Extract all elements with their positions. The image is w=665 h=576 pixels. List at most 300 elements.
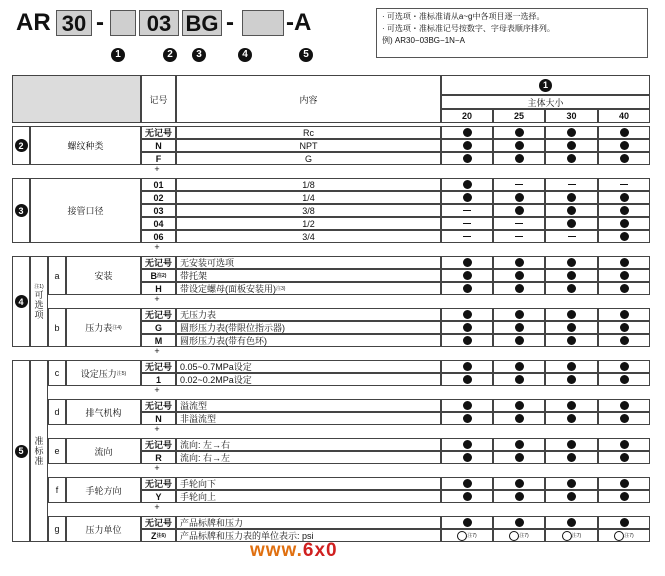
group-letter-text: f bbox=[55, 485, 59, 495]
size-value-cell bbox=[493, 308, 545, 321]
size-value-cell bbox=[598, 178, 650, 191]
size-value-cell bbox=[493, 256, 545, 269]
section-marker bbox=[12, 256, 30, 347]
filled-circle-icon bbox=[567, 453, 576, 462]
open-circle-icon bbox=[509, 531, 519, 541]
marker-4-icon: 4 bbox=[238, 48, 252, 62]
size-value-cell bbox=[441, 516, 493, 529]
filled-circle-icon bbox=[567, 362, 576, 371]
code-dash: - bbox=[96, 9, 104, 36]
filled-circle-icon bbox=[567, 141, 576, 150]
code-dash: - bbox=[226, 9, 234, 36]
content-text: 无安装可选项 bbox=[180, 258, 235, 268]
group-label bbox=[66, 256, 141, 295]
header-symbol bbox=[141, 75, 176, 123]
marker-3-icon: 3 bbox=[192, 48, 206, 62]
section-marker bbox=[12, 178, 30, 243]
plus-sign: + bbox=[154, 294, 160, 304]
content-cell bbox=[176, 308, 441, 321]
size-value-cell bbox=[598, 516, 650, 529]
content-cell bbox=[176, 152, 441, 165]
content-cell bbox=[176, 477, 441, 490]
size-value-cell bbox=[598, 321, 650, 334]
size-value-cell bbox=[545, 269, 598, 282]
filled-circle-icon bbox=[515, 284, 524, 293]
size-value-cell bbox=[545, 230, 598, 243]
marker-3-icon: 3 bbox=[15, 204, 28, 217]
header-blank bbox=[12, 75, 141, 123]
symbol-cell bbox=[141, 529, 176, 542]
size-value-cell bbox=[441, 373, 493, 386]
size-value-cell bbox=[545, 399, 598, 412]
content-text: 流向: 左→右 bbox=[180, 440, 231, 450]
content-cell bbox=[176, 282, 441, 295]
code-suffix: -A bbox=[286, 9, 312, 36]
symbol-text: 03 bbox=[153, 205, 164, 216]
size-value-cell bbox=[441, 204, 493, 217]
footnote-ref: 注2) bbox=[157, 273, 167, 279]
symbol-cell bbox=[141, 360, 176, 373]
symbol-text: 无记号 bbox=[144, 518, 172, 528]
filled-circle-icon bbox=[620, 206, 629, 215]
filled-circle-icon bbox=[515, 258, 524, 267]
symbol-text: G bbox=[154, 322, 162, 333]
section-label-text: 螺纹种类 bbox=[67, 141, 104, 151]
group-label-text: 手轮方向 bbox=[85, 485, 122, 496]
symbol-text: Z bbox=[151, 530, 157, 541]
filled-circle-icon bbox=[567, 323, 576, 332]
size-label: 40 bbox=[618, 111, 629, 121]
group-label-text: 压力单位 bbox=[85, 524, 122, 535]
filled-circle-icon bbox=[567, 219, 576, 228]
filled-circle-icon bbox=[463, 128, 472, 137]
filled-circle-icon bbox=[620, 258, 629, 267]
size-value-cell bbox=[441, 399, 493, 412]
group-letter-text: c bbox=[54, 368, 60, 378]
filled-circle-icon bbox=[620, 414, 629, 423]
size-value-cell bbox=[598, 490, 650, 503]
content-cell bbox=[176, 321, 441, 334]
symbol-cell bbox=[141, 139, 176, 152]
size-value-cell bbox=[545, 204, 598, 217]
size-value-cell bbox=[545, 334, 598, 347]
size-value-cell bbox=[598, 191, 650, 204]
size-value-cell bbox=[441, 412, 493, 425]
filled-circle-icon bbox=[463, 271, 472, 280]
content-text: 非溢流型 bbox=[180, 414, 217, 424]
content-cell bbox=[176, 516, 441, 529]
filled-circle-icon bbox=[515, 323, 524, 332]
size-value-cell bbox=[441, 191, 493, 204]
size-value-cell bbox=[493, 477, 545, 490]
size-value-cell bbox=[598, 412, 650, 425]
filled-circle-icon bbox=[515, 310, 524, 319]
note-line: · 可选项・准标准记号按数字、字母表顺序排列。 bbox=[382, 24, 555, 33]
filled-circle-icon bbox=[567, 414, 576, 423]
size-value-cell bbox=[493, 516, 545, 529]
size-value-cell bbox=[441, 139, 493, 152]
section-label bbox=[30, 360, 48, 542]
size-label: 25 bbox=[513, 111, 524, 121]
size-value-cell bbox=[598, 139, 650, 152]
size-value-cell bbox=[441, 282, 493, 295]
filled-circle-icon bbox=[620, 141, 629, 150]
filled-circle-icon bbox=[463, 479, 472, 488]
size-value-cell bbox=[545, 321, 598, 334]
filled-circle-icon bbox=[463, 518, 472, 527]
group-letter bbox=[48, 399, 66, 425]
filled-circle-icon bbox=[620, 323, 629, 332]
symbol-text: 06 bbox=[153, 231, 164, 242]
filled-circle-icon bbox=[463, 193, 472, 202]
open-circle-icon bbox=[457, 531, 467, 541]
content-text: 无压力表 bbox=[180, 310, 217, 320]
filled-circle-icon bbox=[620, 362, 629, 371]
content-text: 圆形压力表(带限位指示器) bbox=[180, 323, 285, 333]
size-value-cell bbox=[598, 230, 650, 243]
size-value-cell bbox=[493, 126, 545, 139]
size-value-cell bbox=[545, 477, 598, 490]
dash-icon bbox=[568, 184, 576, 185]
size-value-cell bbox=[598, 126, 650, 139]
header-size-col bbox=[598, 109, 650, 123]
filled-circle-icon bbox=[620, 154, 629, 163]
filled-circle-icon bbox=[567, 479, 576, 488]
content-text: 产品标牌和压力表的单位表示: psi bbox=[180, 531, 314, 541]
filled-circle-icon bbox=[567, 258, 576, 267]
group-letter bbox=[48, 477, 66, 503]
content-cell bbox=[176, 139, 441, 152]
header-size-title bbox=[441, 95, 650, 109]
symbol-cell bbox=[141, 178, 176, 191]
filled-circle-icon bbox=[515, 479, 524, 488]
code-semistd-box bbox=[242, 10, 284, 36]
size-value-cell bbox=[493, 139, 545, 152]
size-value-cell bbox=[598, 373, 650, 386]
footnote-ref: 注4) bbox=[112, 325, 122, 331]
filled-circle-icon bbox=[515, 154, 524, 163]
filled-circle-icon bbox=[463, 453, 472, 462]
ordering-note bbox=[376, 8, 648, 58]
dash-icon bbox=[463, 236, 471, 237]
marker-4-icon: 4 bbox=[15, 295, 28, 308]
size-value-cell bbox=[441, 451, 493, 464]
header-size-col bbox=[441, 109, 493, 123]
filled-circle-icon bbox=[620, 128, 629, 137]
size-value-cell bbox=[493, 412, 545, 425]
plus-sign: + bbox=[154, 164, 160, 174]
content-cell bbox=[176, 178, 441, 191]
filled-circle-icon bbox=[567, 518, 576, 527]
filled-circle-icon bbox=[620, 492, 629, 501]
content-cell bbox=[176, 399, 441, 412]
marker-1-icon: 1 bbox=[111, 48, 125, 62]
header-size-marker bbox=[441, 75, 650, 95]
plus-sign: + bbox=[154, 385, 160, 395]
size-value-cell bbox=[598, 152, 650, 165]
group-label bbox=[66, 360, 141, 386]
size-value-cell bbox=[493, 269, 545, 282]
footnote-ref: 注7) bbox=[624, 533, 634, 539]
content-text: 手轮向下 bbox=[180, 479, 217, 489]
filled-circle-icon bbox=[567, 310, 576, 319]
filled-circle-icon bbox=[620, 479, 629, 488]
content-cell bbox=[176, 438, 441, 451]
size-value-cell bbox=[493, 191, 545, 204]
filled-circle-icon bbox=[515, 401, 524, 410]
symbol-cell bbox=[141, 321, 176, 334]
header-content bbox=[176, 75, 441, 123]
open-circle-icon bbox=[614, 531, 624, 541]
size-label: 20 bbox=[461, 111, 472, 121]
symbol-text: 无记号 bbox=[144, 128, 172, 138]
content-text: 3/4 bbox=[302, 231, 315, 242]
content-text: 手轮向上 bbox=[180, 492, 217, 502]
content-cell bbox=[176, 269, 441, 282]
size-value-cell bbox=[545, 282, 598, 295]
group-label bbox=[66, 516, 141, 542]
header-size-col bbox=[545, 109, 598, 123]
group-letter bbox=[48, 308, 66, 347]
code-size-box: 30 bbox=[56, 10, 92, 36]
section-label-text: 可选项 bbox=[33, 290, 44, 320]
content-text: 流向: 右→左 bbox=[180, 453, 231, 463]
filled-circle-icon bbox=[620, 232, 629, 241]
size-value-cell bbox=[598, 217, 650, 230]
content-text: 产品标牌和压力 bbox=[180, 518, 244, 528]
group-label-text: 排气机构 bbox=[85, 407, 122, 418]
size-value-cell bbox=[441, 490, 493, 503]
size-value-cell bbox=[493, 217, 545, 230]
size-value-cell bbox=[493, 451, 545, 464]
size-value-cell bbox=[545, 126, 598, 139]
section-label bbox=[30, 178, 141, 243]
group-letter-text: b bbox=[54, 322, 60, 333]
group-label bbox=[66, 399, 141, 425]
filled-circle-icon bbox=[567, 375, 576, 384]
content-cell bbox=[176, 191, 441, 204]
size-value-cell bbox=[545, 451, 598, 464]
header-symbol-text: 记号 bbox=[149, 94, 168, 105]
content-cell bbox=[176, 451, 441, 464]
size-value-cell bbox=[545, 217, 598, 230]
symbol-cell bbox=[141, 269, 176, 282]
code-prefix: AR bbox=[16, 9, 51, 36]
size-value-cell bbox=[493, 334, 545, 347]
size-value-cell bbox=[598, 477, 650, 490]
symbol-text: B bbox=[150, 270, 158, 281]
content-cell bbox=[176, 126, 441, 139]
section-marker bbox=[12, 360, 30, 542]
dash-icon bbox=[515, 236, 523, 237]
size-value-cell bbox=[441, 126, 493, 139]
group-letter-text: g bbox=[54, 524, 60, 534]
size-value-cell bbox=[545, 139, 598, 152]
size-value-cell bbox=[598, 360, 650, 373]
filled-circle-icon bbox=[620, 271, 629, 280]
size-value-cell bbox=[493, 360, 545, 373]
filled-circle-icon bbox=[620, 518, 629, 527]
filled-circle-icon bbox=[567, 193, 576, 202]
content-text: 圆形压力表(带有色环) bbox=[180, 336, 267, 346]
size-value-cell bbox=[441, 334, 493, 347]
size-value-cell bbox=[441, 269, 493, 282]
filled-circle-icon bbox=[567, 401, 576, 410]
filled-circle-icon bbox=[515, 440, 524, 449]
size-value-cell bbox=[493, 321, 545, 334]
content-cell bbox=[176, 490, 441, 503]
symbol-cell bbox=[141, 516, 176, 529]
content-text: Rc bbox=[303, 127, 314, 138]
size-value-cell bbox=[493, 204, 545, 217]
symbol-text: 01 bbox=[153, 179, 164, 190]
size-value-cell bbox=[598, 256, 650, 269]
size-value-cell bbox=[545, 490, 598, 503]
content-cell bbox=[176, 230, 441, 243]
filled-circle-icon bbox=[620, 336, 629, 345]
content-cell bbox=[176, 204, 441, 217]
filled-circle-icon bbox=[463, 336, 472, 345]
filled-circle-icon bbox=[515, 128, 524, 137]
header-content-text: 内容 bbox=[299, 94, 318, 105]
section-marker bbox=[12, 126, 30, 165]
filled-circle-icon bbox=[620, 193, 629, 202]
symbol-text: M bbox=[154, 335, 163, 346]
watermark: www.6x0 bbox=[250, 540, 338, 561]
filled-circle-icon bbox=[463, 284, 472, 293]
size-value-cell bbox=[545, 178, 598, 191]
content-text: 带设定螺母(面板安装用) bbox=[180, 284, 276, 294]
size-value-cell bbox=[598, 204, 650, 217]
filled-circle-icon bbox=[515, 453, 524, 462]
marker-2-icon: 2 bbox=[15, 139, 28, 152]
size-value-cell bbox=[493, 152, 545, 165]
group-letter bbox=[48, 256, 66, 295]
size-value-cell bbox=[493, 490, 545, 503]
size-value-cell bbox=[545, 360, 598, 373]
filled-circle-icon bbox=[515, 336, 524, 345]
size-value-cell bbox=[598, 334, 650, 347]
size-value-cell bbox=[441, 529, 493, 542]
group-label bbox=[66, 308, 141, 347]
symbol-text: 无记号 bbox=[144, 401, 172, 411]
content-text: 带托架 bbox=[180, 271, 208, 281]
filled-circle-icon bbox=[463, 154, 472, 163]
size-value-cell bbox=[545, 516, 598, 529]
filled-circle-icon bbox=[463, 141, 472, 150]
footnote-ref: 注7) bbox=[519, 533, 529, 539]
size-value-cell bbox=[441, 178, 493, 191]
content-text: 1/4 bbox=[302, 192, 315, 203]
group-letter bbox=[48, 438, 66, 464]
header-size-title-text: 主体大小 bbox=[527, 97, 564, 108]
group-letter-text: e bbox=[54, 446, 60, 456]
size-value-cell bbox=[493, 282, 545, 295]
group-label-text: 流向 bbox=[94, 446, 113, 457]
size-value-cell bbox=[441, 256, 493, 269]
footnote-ref: 注5) bbox=[116, 370, 127, 377]
size-label: 30 bbox=[566, 111, 577, 121]
size-value-cell bbox=[598, 269, 650, 282]
symbol-text: R bbox=[155, 452, 162, 463]
size-value-cell bbox=[493, 178, 545, 191]
size-value-cell bbox=[493, 399, 545, 412]
size-value-cell bbox=[545, 412, 598, 425]
group-label-text: 设定压力 bbox=[80, 368, 117, 379]
symbol-cell bbox=[141, 204, 176, 217]
filled-circle-icon bbox=[620, 440, 629, 449]
content-cell bbox=[176, 412, 441, 425]
symbol-cell bbox=[141, 191, 176, 204]
symbol-cell bbox=[141, 399, 176, 412]
section-label-text: 接管口径 bbox=[67, 206, 104, 216]
size-value-cell bbox=[545, 152, 598, 165]
content-text: 1/8 bbox=[302, 179, 315, 190]
filled-circle-icon bbox=[463, 362, 472, 371]
filled-circle-icon bbox=[515, 141, 524, 150]
filled-circle-icon bbox=[620, 310, 629, 319]
group-label-text: 安装 bbox=[94, 271, 113, 281]
marker-1-icon: 1 bbox=[539, 79, 552, 92]
symbol-text: 无记号 bbox=[144, 310, 172, 320]
symbol-text: 02 bbox=[153, 192, 164, 203]
size-value-cell bbox=[545, 308, 598, 321]
size-value-cell bbox=[441, 217, 493, 230]
filled-circle-icon bbox=[463, 492, 472, 501]
symbol-cell bbox=[141, 308, 176, 321]
size-value-cell bbox=[598, 399, 650, 412]
filled-circle-icon bbox=[463, 440, 472, 449]
symbol-cell bbox=[141, 438, 176, 451]
symbol-text: 1 bbox=[155, 374, 161, 385]
header-size-col bbox=[493, 109, 545, 123]
symbol-text: H bbox=[155, 283, 162, 294]
section-label bbox=[30, 126, 141, 165]
code-thread-box bbox=[110, 10, 136, 36]
content-cell bbox=[176, 217, 441, 230]
content-text: NPT bbox=[299, 140, 318, 151]
dash-icon bbox=[620, 184, 628, 185]
code-port-box: 03 bbox=[139, 10, 179, 36]
dash-icon bbox=[463, 223, 471, 224]
filled-circle-icon bbox=[463, 401, 472, 410]
footnote-ref: 注3) bbox=[276, 286, 286, 292]
size-value-cell bbox=[598, 438, 650, 451]
filled-circle-icon bbox=[620, 453, 629, 462]
dash-icon bbox=[568, 236, 576, 237]
filled-circle-icon bbox=[515, 206, 524, 215]
filled-circle-icon bbox=[515, 414, 524, 423]
filled-circle-icon bbox=[620, 219, 629, 228]
symbol-cell bbox=[141, 126, 176, 139]
content-text: 3/8 bbox=[302, 205, 315, 216]
footnote-ref: 注7) bbox=[571, 533, 582, 539]
symbol-cell bbox=[141, 256, 176, 269]
filled-circle-icon bbox=[567, 492, 576, 501]
size-value-cell bbox=[545, 191, 598, 204]
group-label bbox=[66, 477, 141, 503]
size-value-cell bbox=[545, 529, 598, 542]
footnote-ref: 注6) bbox=[156, 533, 166, 539]
symbol-text: N bbox=[155, 413, 162, 424]
filled-circle-icon bbox=[620, 284, 629, 293]
size-value-cell bbox=[441, 360, 493, 373]
size-value-cell bbox=[545, 438, 598, 451]
symbol-text: 无记号 bbox=[144, 440, 172, 450]
size-value-cell bbox=[598, 308, 650, 321]
dash-icon bbox=[463, 210, 471, 211]
size-value-cell bbox=[493, 529, 545, 542]
